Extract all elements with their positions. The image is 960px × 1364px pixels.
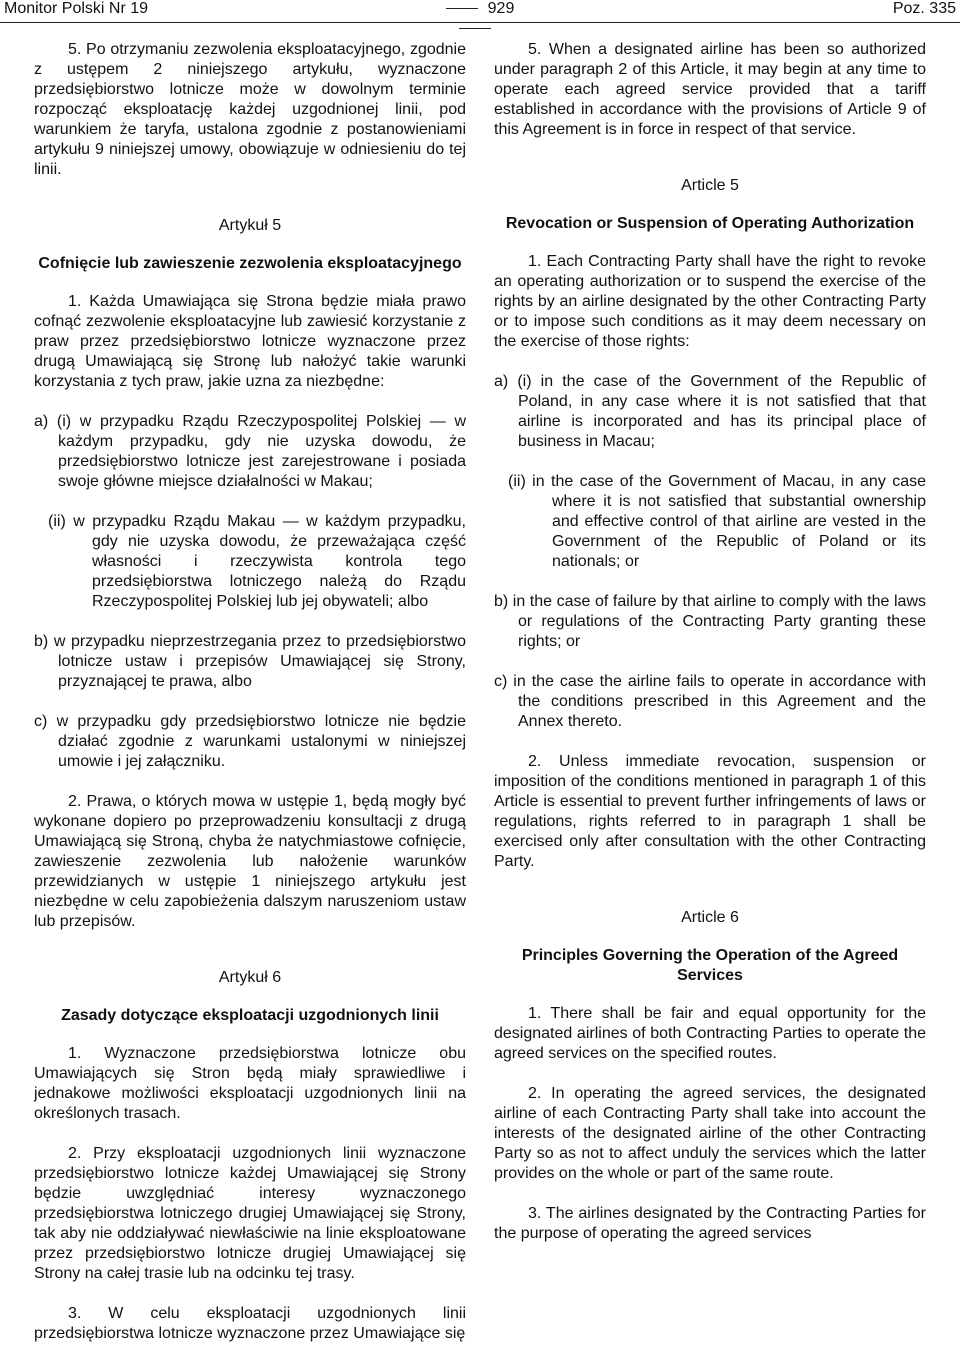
polish-column [34, 40, 466, 1364]
pl-article-6-title: Zasady dotyczące eksploatacji uzgodnionych linii [61, 1007, 439, 1024]
en-art5-item-c: c) in the case the airline fails to operate in accordance with the conditions prescribed in this Agreement and the Annex thereto. [494, 673, 926, 730]
en-art5-item-a-i: a) (i) in the case of the Government of the Republic of Poland, in any case where it is not satisfied that that airline is incorporated and has its principal place of business in Macau; [494, 373, 926, 450]
en-art6-paragraph-2: 2. In operating the agreed services, the designated airline of each Contracting Party shall take into account the interests of the designated airline of the other Contracting Party so as not to affect unduly the services which the latter provides on the whole or part of the same route. [494, 1085, 926, 1182]
publication-title: Monitor Polski Nr 19 [4, 0, 149, 17]
pl-art4-paragraph-5: 5. Po otrzymaniu zezwolenia eksploatacyjnego, zgodnie z ustępem 2 niniejszego artykułu, wyznaczone przedsiębiorstwo lotnicze może w dowolnym terminie rozpocząć eksploatację każdej uzgodnionej linii, pod warunkiem że taryfa, ustalona zgodnie z postanowieniami artykułu 9 niniejszej umowy, obowiązuje w odniesieniu do tej linii. [34, 41, 466, 178]
english-column [494, 40, 926, 1264]
en-article-6-heading: Article 6 [681, 909, 739, 926]
position-number: Poz. 335 [892, 0, 956, 17]
en-art5-item-b: b) in the case of failure by that airline to comply with the laws or regulations of the Contracting Party granting these rights; or [494, 593, 926, 650]
pl-art5-item-a-ii: (ii) w przypadku Rządu Makau — w każdym przypadku, gdy nie uzyska dowodu, że przeważająca część własności i rzeczywista kontrola tego przedsiębiorstwa lotniczego należą do Rządu Rzeczypospolitej Polskiej lub jej obywateli; albo [48, 513, 466, 610]
pl-art5-item-c: c) w przypadku gdy przedsiębiorstwo lotnicze nie będzie działać zgodnie z warunkami ustalonymi w niniejszej umowie i jej załączniku. [34, 713, 466, 770]
pl-art6-paragraph-2: 2. Przy eksploatacji uzgodnionych linii wyznaczone przedsiębiorstwo lotnicze każdej Umawiającej się Strony będzie uwzględniać interesy wyznaczonego przedsiębiorstwa lotniczego drugiej Umawiającej się Strony, tak aby nie oddziaływać niewłaściwie na linie eksploatowane przez przedsiębiorstwo lotnicze drugiej Umawiającej się Strony na całej trasie lub na odcinku tej trasy. [34, 1145, 466, 1282]
pl-art5-paragraph-1: 1. Każda Umawiająca się Strona będzie miała prawo cofnąć zezwolenie eksploatacyjne lub zawiesić korzystanie z praw przez przedsiębiorstwo lotnicze wyznaczone przez drugą Umawiającą się Stronę lub nałożyć takie warunki korzystania z tych praw, jakie uzna za niezbędne: [34, 293, 466, 390]
dash-right [459, 28, 491, 29]
pl-art5-item-b: b) w przypadku nieprzestrzegania przez to przedsiębiorstwo lotnicze ustaw i przepisów Umawiającej się Strony, przyznającej te prawa, albo [34, 633, 466, 690]
pl-article-5-heading: Artykuł 5 [218, 217, 282, 234]
pl-art6-paragraph-1: 1. Wyznaczone przedsiębiorstwa lotnicze obu Umawiających się Stron będą miały sprawiedliwe i jednakowe możliwości eksploatacji uzgodnionych linii na określonych trasach. [34, 1045, 466, 1122]
en-art6-paragraph-3: 3. The airlines designated by the Contracting Parties for the purpose of operating the agreed services [494, 1205, 926, 1242]
pl-article-5-title: Cofnięcie lub zawieszenie zezwolenia eksploatacyjnego [38, 255, 462, 272]
en-art5-paragraph-1: 1. Each Contracting Party shall have the right to revoke an operating authorization or to suspend the exercise of the rights by an airline designated by the other Contracting Party or to impose such conditions as it may deem necessary on the exercise of those rights: [494, 253, 926, 350]
pl-article-6-heading: Artykuł 6 [218, 969, 282, 986]
en-article-6-title: Principles Governing the Operation of the Agreed Services [521, 947, 899, 984]
page-number-text: 929 [487, 0, 515, 17]
en-art5-paragraph-2: 2. Unless immediate revocation, suspension or imposition of the conditions mentioned in paragraph 1 of this Article is essential to prevent further infringements of laws or regulations, rights referred to in paragraph 1 shall be exercised only after consultation with the other Contracting Party. [494, 753, 926, 870]
pl-art6-paragraph-3: 3. W celu eksploatacji uzgodnionych linii przedsiębiorstwa lotnicze wyznaczone przez Umawiające się [34, 1305, 466, 1342]
dash-left [446, 8, 478, 9]
en-art5-item-a-ii: (ii) in the case of the Government of Macau, in any case where it is not satisfied that substantial ownership and effective control of that airline are vested in the Government of the Republic of Poland or its nationals; or [508, 473, 926, 570]
pl-art5-item-a-i: a) (i) w przypadku Rządu Rzeczypospolitej Polskiej — w każdym przypadku, gdy nie uzyska dowodu, że przedsiębiorstwo lotnicze jest zarejestrowane i posiada swoje główne miejsce działalności w Makau; [34, 413, 466, 490]
en-article-5-heading: Article 5 [681, 177, 739, 194]
pl-art5-paragraph-2: 2. Prawa, o których mowa w ustępie 1, będą mogły być wykonane dopiero po przeprowadzeniu konsultacji z drugą Umawiającą się Stroną, chyba że natychmiastowe cofnięcie, zawieszenie zezwolenia lub nałożenie warunków przewidzianych w ustępie 1 niniejszego artykułu jest niezbędne w celu zapobieżenia dalszym naruszeniom ustaw lub przepisów. [34, 793, 466, 930]
page-number [410, 0, 540, 39]
en-art4-paragraph-5: 5. When a designated airline has been so authorized under paragraph 2 of this Article, it may begin at any time to operate each agreed service provided that a tariff established in accordance with the provisions of Article 9 of this Agreement is in force in respect of that service. [494, 41, 926, 138]
en-article-5-title: Revocation or Suspension of Operating Authorization [505, 215, 915, 232]
en-art6-paragraph-1: 1. There shall be fair and equal opportunity for the designated airlines of both Contracting Parties to operate the agreed services on the specified routes. [494, 1005, 926, 1062]
page-header [0, 0, 960, 23]
